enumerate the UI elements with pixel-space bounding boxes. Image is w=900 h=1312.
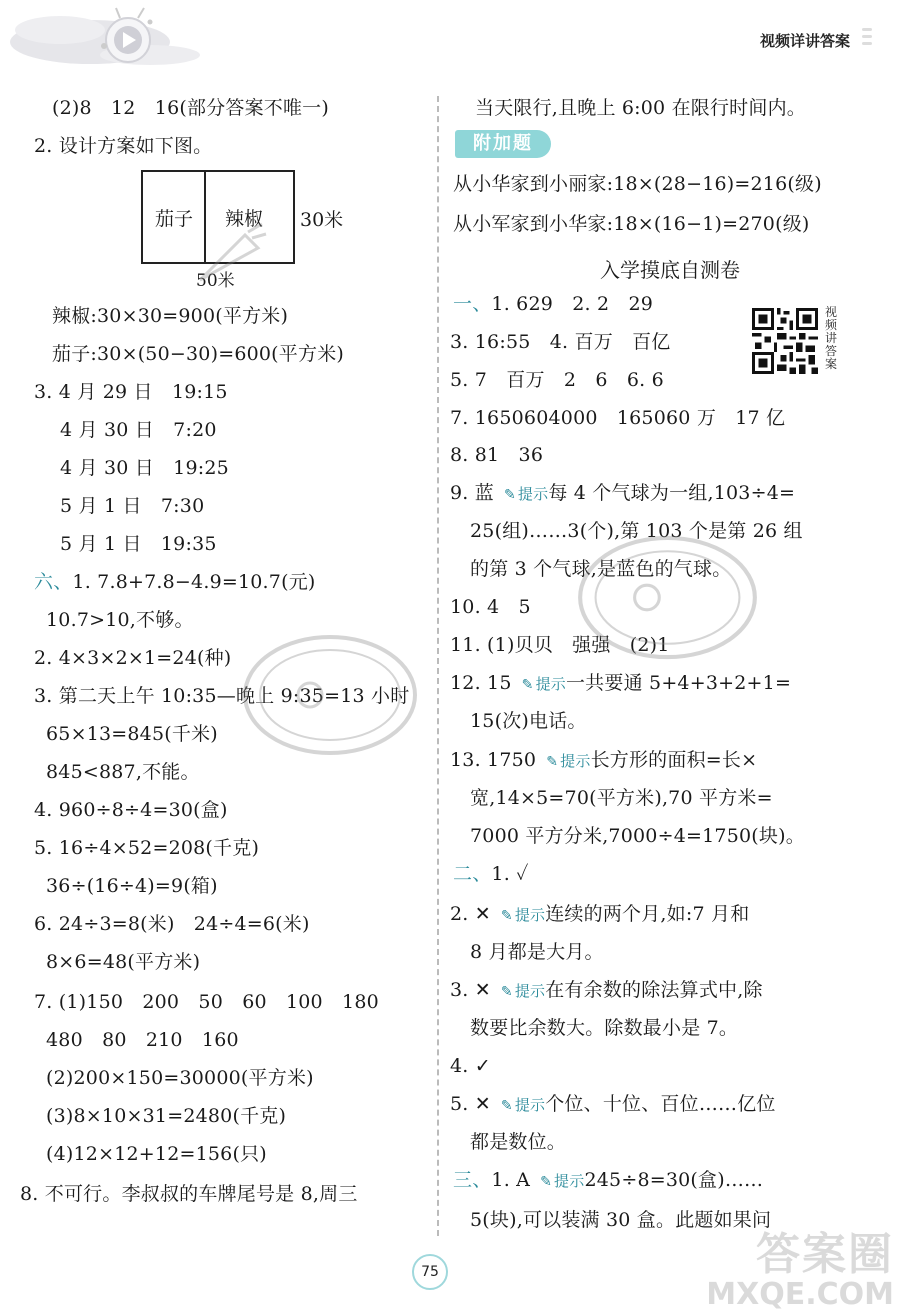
column-divider <box>437 96 439 1236</box>
section-marker: 三、 <box>453 1169 492 1191</box>
section-marker: 六、 <box>34 571 73 593</box>
answer-line: 4 月 30 日 19:25 <box>60 457 229 479</box>
answer-line: 5 月 1 日 19:35 <box>60 533 217 555</box>
pencil-icon: ✎ <box>500 1098 513 1114</box>
hint-label: 提示 <box>514 982 546 1000</box>
answer-line: 从小军家到小华家:18×(16−1)=270(级) <box>453 213 810 235</box>
answer-line: (3)8×10×31=2480(千克) <box>46 1105 287 1127</box>
answer-line: 当天限行,且晚上 6:00 在限行时间内。 <box>475 97 806 119</box>
pencil-icon: ✎ <box>500 984 513 1000</box>
answer-line: 7. (1)150 200 50 60 100 180 <box>34 991 379 1013</box>
answer-line: 65×13=845(千米) <box>46 723 218 745</box>
answer-line: 7000 平方分米,7000÷4=1750(块)。 <box>470 825 805 847</box>
answer-line: 8×6=48(平方米) <box>46 951 201 973</box>
hint-text: 连续的两个月,如:7 月和 <box>545 903 750 925</box>
header-play-icon <box>0 0 220 75</box>
hint-label: 提示 <box>514 1096 546 1114</box>
answer-line <box>453 292 653 316</box>
answer-line: 845<887,不能。 <box>46 761 200 783</box>
answer-line: 8. 81 36 <box>450 444 544 466</box>
answer-line: (2)8 12 16(部分答案不唯一) <box>52 97 329 119</box>
answer-text: 1. ✓ <box>491 863 529 885</box>
answer-line: 辣椒:30×30=900(平方米) <box>52 305 289 327</box>
answer-line: 11. (1)贝贝 强强 (2)1 <box>450 634 670 656</box>
pencil-icon: ✎ <box>521 677 534 693</box>
answer-line: 茄子:30×(50−30)=600(平方米) <box>52 343 345 365</box>
answer-line: (2)200×150=30000(平方米) <box>46 1067 314 1089</box>
answer-line: 2. 4×3×2×1=24(种) <box>34 647 232 669</box>
answer-text: 3. ✕ <box>450 979 491 1001</box>
answer-line: 3. 第二天上午 10:35—晚上 9:35=13 小时 <box>34 685 410 707</box>
answer-line: 4. ✓ <box>450 1055 491 1077</box>
hint-label: 提示 <box>535 675 566 693</box>
answer-line: 6. 24÷3=8(米) 24÷4=6(米) <box>34 913 310 935</box>
answer-line <box>450 748 757 774</box>
answer-line <box>450 481 795 507</box>
hint-label: 提示 <box>517 485 549 503</box>
diagram-left-label: 茄子 <box>155 208 194 230</box>
answer-text: 13. 1750 <box>450 749 537 771</box>
answer-line: 都是数位。 <box>470 1131 567 1153</box>
answer-line: 480 80 210 160 <box>46 1029 239 1051</box>
diagram-length-label: 50米 <box>196 271 235 291</box>
hint-text: 在有余数的除法算式中,除 <box>545 979 763 1001</box>
hint-text: 个位、十位、百位……亿位 <box>545 1093 776 1115</box>
section-title: 入学摸底自测卷 <box>600 258 740 282</box>
answer-line: 5. 16÷4×52=208(千克) <box>34 837 260 859</box>
hint-text: 长方形的面积=长× <box>590 749 758 771</box>
section-marker: 一、 <box>453 293 492 315</box>
answer-line: 4 月 30 日 7:20 <box>60 419 217 441</box>
answer-line <box>450 1092 776 1118</box>
answer-text: 9. 蓝 <box>450 482 494 504</box>
answer-text: 5. ✕ <box>450 1093 491 1115</box>
hint-text: 245÷8=30(盒)…… <box>584 1169 764 1191</box>
bonus-section-tag: 附加题 <box>455 130 551 158</box>
answer-line <box>34 570 316 594</box>
page-number: 75 <box>412 1254 448 1290</box>
answer-line: 从小华家到小丽家:18×(28−16)=216(级) <box>453 173 822 195</box>
header-decoration <box>862 28 872 49</box>
site-watermark <box>706 1229 894 1312</box>
answer-line <box>453 1168 763 1194</box>
answer-line <box>450 978 763 1004</box>
pencil-icon: ✎ <box>540 1174 553 1190</box>
answer-line: 8. 不可行。李叔叔的车牌尾号是 8,周三 <box>20 1183 358 1205</box>
answer-line: 5. 7 百万 2 6 6. 6 <box>450 369 664 391</box>
answer-line: 的第 3 个气球,是蓝色的气球。 <box>470 558 732 580</box>
answer-line: 10.7>10,不够。 <box>46 609 194 631</box>
answer-line: 15(次)电话。 <box>470 710 587 732</box>
answer-line: 3. 16:55 4. 百万 百亿 <box>450 331 671 353</box>
hint-text: 一共要通 5+4+3+2+1= <box>565 672 792 694</box>
answer-line: 宽,14×5=70(平方米),70 平方米= <box>470 787 773 809</box>
stamp-watermark-icon <box>575 530 760 665</box>
answer-line: (4)12×12+12=156(只) <box>46 1143 267 1165</box>
answer-line: 10. 4 5 <box>450 596 531 618</box>
header-title: 视频详讲答案 <box>759 32 850 50</box>
hint-label: 提示 <box>554 1172 585 1190</box>
answer-line: 5 月 1 日 7:30 <box>60 495 205 517</box>
pencil-icon: ✎ <box>503 487 516 503</box>
answer-line: 3. 4 月 29 日 19:15 <box>34 381 228 403</box>
carrot-watermark-icon <box>190 220 270 290</box>
answer-line: 36÷(16÷4)=9(箱) <box>46 875 218 897</box>
pencil-icon: ✎ <box>500 908 513 924</box>
answer-line: 8 月都是大月。 <box>470 941 604 963</box>
hint-label: 提示 <box>514 906 546 924</box>
hint-text: 每 4 个气球为一组,103÷4= <box>548 482 796 504</box>
answer-line <box>453 862 529 886</box>
answer-line: 25(组)……3(个),第 103 个是第 26 组 <box>470 520 803 542</box>
site-watermark-cn: 答案圈 <box>756 1229 894 1280</box>
diagram-width-label: 30米 <box>300 209 344 231</box>
answer-line: 7. 1650604000 165060 万 17 亿 <box>450 407 786 429</box>
section-marker: 二、 <box>453 863 492 885</box>
site-watermark-en: MXQE.COM <box>706 1277 894 1312</box>
hint-label: 提示 <box>560 752 591 770</box>
answer-text: 1. A <box>491 1169 531 1191</box>
answer-text: 1. 629 2. 2 29 <box>491 293 654 315</box>
qr-code-label: 视频讲答案 <box>824 305 837 371</box>
answer-text: 2. ✕ <box>450 903 491 925</box>
answer-line <box>450 902 749 928</box>
answer-line <box>450 671 791 697</box>
answer-text: 1. 7.8+7.8−4.9=10.7(元) <box>72 571 316 593</box>
answer-line: 5(块),可以装满 30 盒。此题如果问 <box>470 1209 772 1231</box>
answer-text: 12. 15 <box>450 672 512 694</box>
stamp-watermark-icon <box>240 630 420 760</box>
qr-code-icon <box>752 308 818 374</box>
answer-line: 数要比余数大。除数最小是 7。 <box>470 1017 739 1039</box>
diagram-right-label: 辣椒 <box>225 208 264 230</box>
pencil-icon: ✎ <box>546 754 559 770</box>
answer-line: 4. 960÷8÷4=30(盒) <box>34 799 228 821</box>
answer-line: 2. 设计方案如下图。 <box>34 135 213 157</box>
